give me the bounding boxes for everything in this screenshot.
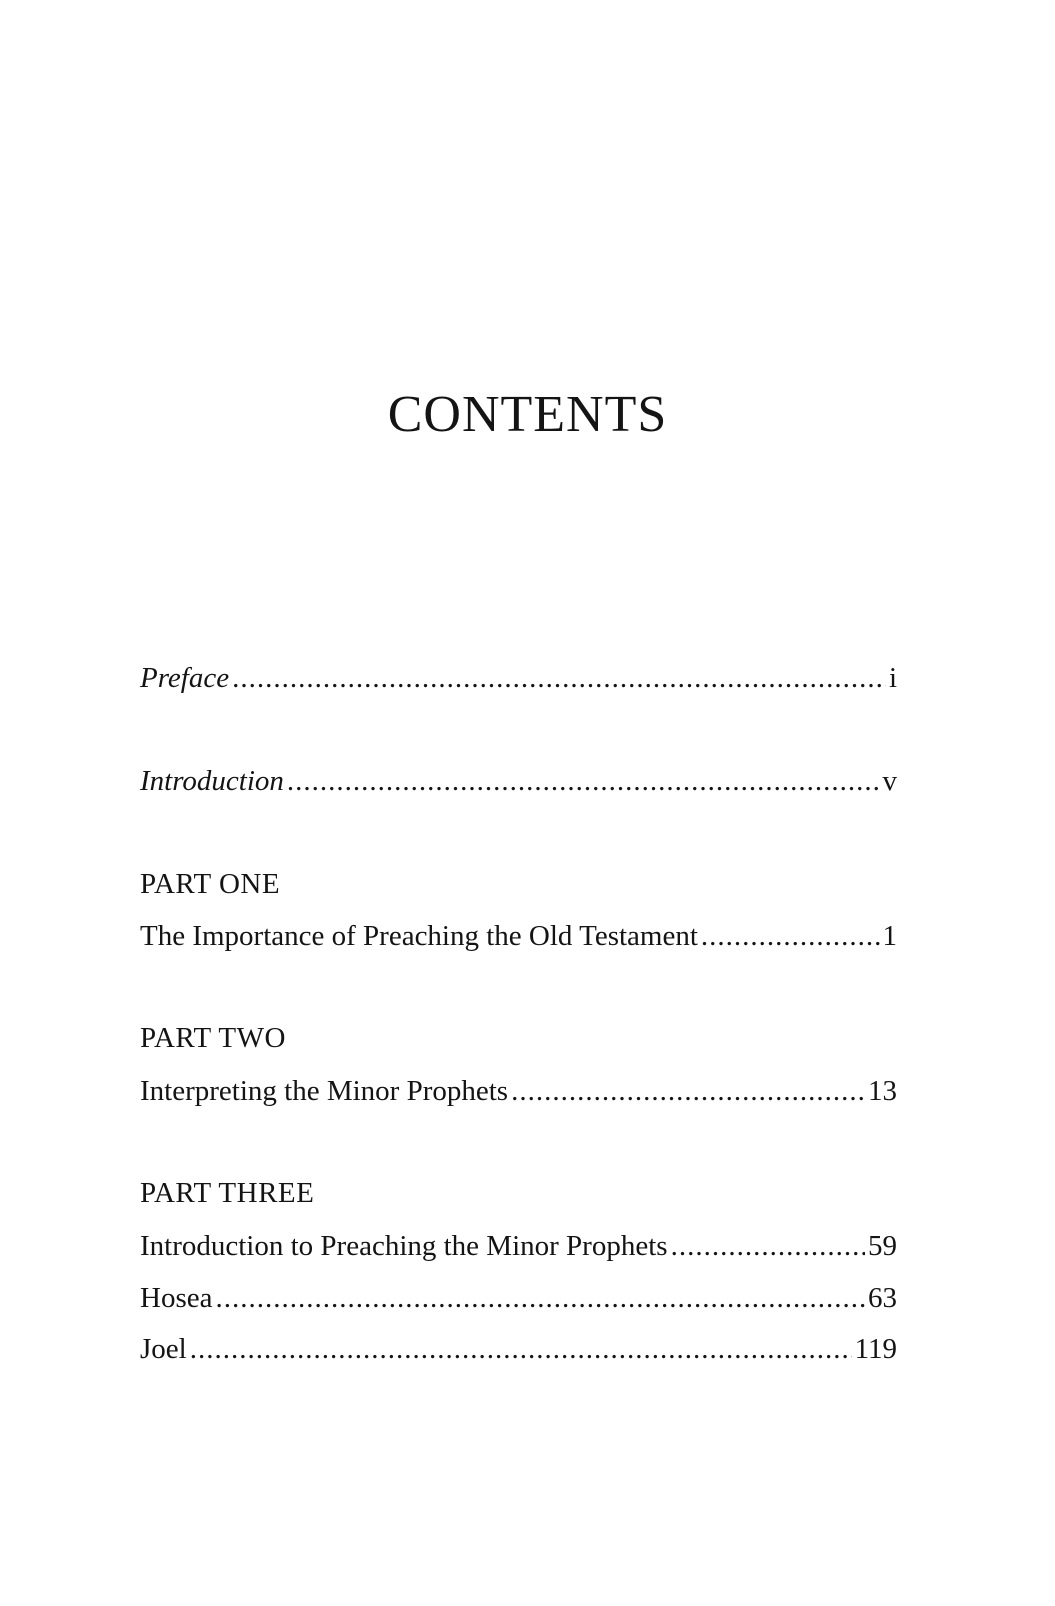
toc-entry-label: Hosea [140, 1282, 213, 1314]
toc-entry-joel[interactable] [140, 1331, 897, 1367]
toc-entry-page: 59 [868, 1230, 897, 1262]
toc-entry-introduction-to-preaching[interactable] [140, 1228, 897, 1264]
toc-entry-page: 63 [868, 1282, 897, 1314]
toc-entry-page: 13 [868, 1075, 897, 1107]
toc-entry-label: Joel [140, 1333, 187, 1365]
toc-entry-introduction[interactable] [140, 763, 897, 799]
dot-leader [701, 918, 880, 954]
dot-leader [215, 1280, 865, 1316]
part-heading-three: PART THREE [140, 1177, 315, 1209]
dot-leader [511, 1073, 865, 1109]
toc-entry-hosea[interactable] [140, 1280, 897, 1316]
dot-leader [671, 1228, 865, 1264]
toc-entry-interpreting[interactable] [140, 1073, 897, 1109]
toc-entry-label: Preface [140, 662, 230, 694]
part-heading-two: PART TWO [140, 1022, 286, 1054]
dot-leader [287, 763, 880, 799]
toc-entry-page: 119 [854, 1333, 897, 1365]
toc-entry-label: The Importance of Preaching the Old Testament [140, 920, 698, 952]
dot-leader [232, 660, 886, 696]
toc-entry-label: Interpreting the Minor Prophets [140, 1075, 509, 1107]
toc-entry-preface[interactable] [140, 660, 897, 696]
toc-entry-page: 1 [882, 920, 897, 952]
toc-entry-label: Introduction to Preaching the Minor Prophets [140, 1230, 668, 1262]
page-title: CONTENTS [387, 386, 668, 443]
toc-entry-label: Introduction [140, 765, 284, 797]
dot-leader [190, 1331, 852, 1367]
part-heading-one: PART ONE [140, 868, 281, 900]
toc-entry-page: i [888, 662, 897, 694]
toc-entry-page: v [882, 765, 897, 797]
toc-entry-importance-of-preaching[interactable] [140, 918, 897, 954]
